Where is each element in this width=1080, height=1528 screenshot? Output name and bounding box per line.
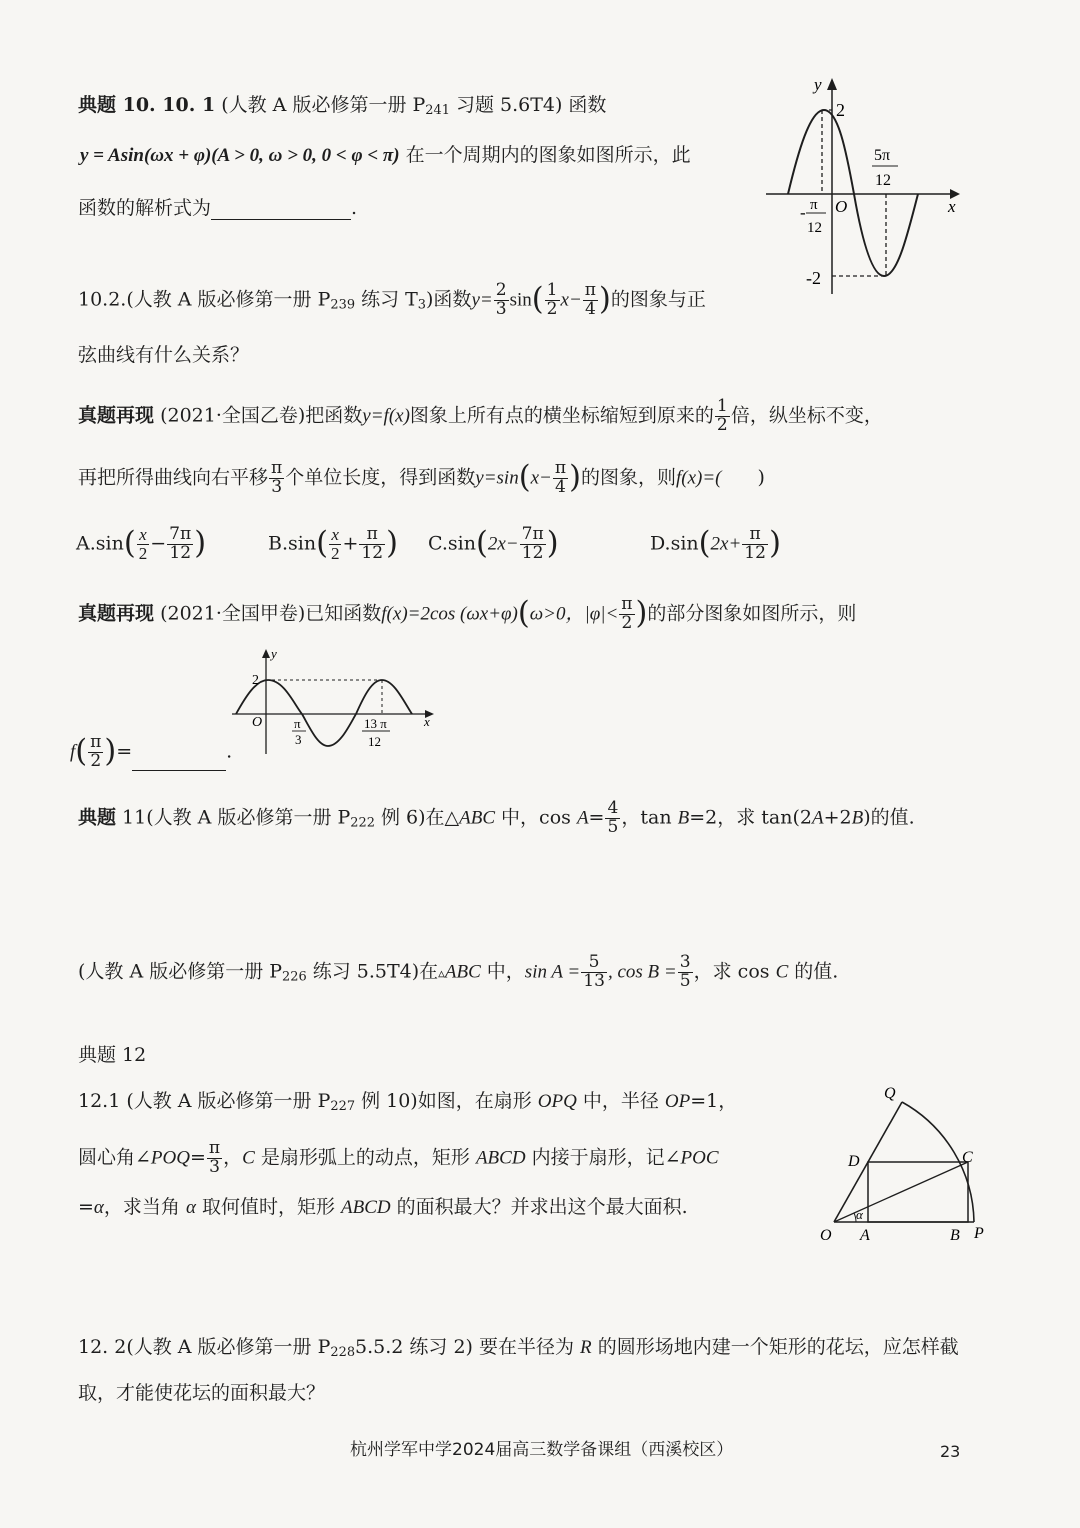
graph1-pos-tick-num: 5π [874,147,891,164]
graph1-neg-tick-den: 12 [807,220,822,236]
sector-label-o: O [820,1227,832,1244]
graph2-tick2-den: 12 [368,734,381,749]
graph2-tick1-den: 3 [295,732,302,747]
graph1-min: -2 [806,268,821,288]
graph1-neg-tick-num: π [810,197,818,213]
problem-11: 典题 11(人教 A 版必修第一册 $P_{222}$ 例 6)在△ABC 中，cos A= $\frac{4}{5}$ ，tan B=2，求 tan(2A+2B)的值. [78,798,915,837]
sector-label-c: C [962,1149,973,1166]
problem-10-2-line2: 弦曲线有什么关系？ [78,344,250,366]
problem-12-2-line1: 12. 2(人教 A 版必修第一册 $P_{228}5.5.2$ 练习 2) 要在半径为 R 的圆形场地内建一个矩形的花坛，应怎样截 [78,1336,959,1360]
graph2-origin: O [252,715,263,730]
cosine-graph-2 [228,646,442,758]
sector-label-q: Q [884,1085,896,1102]
sector-label-a: A [860,1227,870,1244]
graph2-y-label: y [271,646,277,661]
sine-curve-1 [788,110,918,276]
sector-label-b: B [950,1227,960,1244]
choice-c[interactable]: C.sin(2x− $\frac{7\pi}{12}$ ) [428,524,559,563]
real-exam-label-2: 真题再现 [78,602,155,625]
problem-12-1-line1: 12.1 (人教 A 版必修第一册 $P_{227}$ 例 10)如图，在扇形 OPQ 中，半径 OP=1， [78,1090,738,1114]
graph2-tick1-num: π [294,716,301,731]
real-exam-1-line2: 再把所得曲线向右平移 $\frac{\pi}{3}$ 个单位长度，得到函数y=sin(x− $\frac{\pi}{4}$ )的图象，则f(x)=( ) [78,458,765,497]
sector-label-p: P [974,1225,984,1242]
problem-12-1-line2: 圆心角∠POQ= $\frac{\pi}{3}$ ，C 是扇形弧上的动点，矩形 ABCD 内接于扇形，记∠POC [78,1138,719,1177]
choice-d[interactable]: D.sin(2x+ $\frac{\pi}{12}$ ) [650,524,781,563]
sector-label-alpha: α [856,1207,863,1222]
page-number: 23 [940,1442,961,1461]
problem-12-2-line2: 取，才能使花坛的面积最大？ [78,1382,326,1404]
problem-12-1-line3: =α，求当角 α 取何值时，矩形 ABCD 的面积最大？并求出这个最大面积. [78,1196,688,1218]
real-exam-2-answer: f( $\frac{\pi}{2}$ )= . [70,732,233,771]
choice-a[interactable]: A.sin( $\frac{x}{2}$ − $\frac{7\pi}{12}$ ) [76,524,207,563]
answer-blank-2[interactable] [132,747,226,771]
problem-10-1-title: 典题 10. 10. 1 [78,94,216,116]
problem-11-practice: (人教 A 版必修第一册 $P_{226}$ 练习 5.5T4)在▵ABC 中，sin A = $\frac{5}{13}$ , cos B = $\frac{3}{5}$ ，求 cos C 的值. [78,952,839,991]
function-expression: y = Asin(ωx + φ)(A > 0, ω > 0, 0 < φ < π) [80,145,400,166]
problem-10-1-line1: 典题 10. 10. 1 (人教 A 版必修第一册 $P_{241}$ 习题 5.6T4) 函数 [78,94,607,118]
graph2-tick2-num: 13 π [364,716,387,731]
sector-label-d: D [848,1153,860,1170]
real-exam-2-line1: 真题再现 (2021·全国甲卷)已知函数f(x)=2cos (ωx+φ)(ω>0，|φ|< $\frac{\pi}{2}$ )的部分图象如图所示，则 [78,594,857,633]
sector-diagram [812,1078,1002,1248]
graph2-max: 2 [252,673,259,688]
problem-12-title: 典题 12 [78,1044,147,1066]
problem-10-2-line1: 10.2.(人教 A 版必修第一册 $P_{239}$ 练习 $T_3$)函数y= $\frac{2}{3}$ sin( $\frac{1}{2}$ x− $\frac{\pi}{4}$ )的图象与正 [78,280,706,319]
sine-graph-1 [758,72,968,296]
graph1-pos-tick-den: 12 [875,172,891,189]
answer-blank[interactable] [211,196,351,220]
graph1-y-label: y [814,75,822,94]
real-exam-1-line1: 真题再现 (2021·全国乙卷)把函数y=f(x)图象上所有点的横坐标缩短到原来的 $\frac{1}{2}$ 倍，纵坐标不变， [78,396,883,435]
graph1-x-label: x [948,197,956,216]
page-footer: 杭州学军中学2024届高三数学备课组（西溪校区） [350,1440,734,1460]
choice-b[interactable]: B.sin( $\frac{x}{2}$ + $\frac{\pi}{12}$ ) [268,524,399,563]
problem-10-1-line2: y = Asin(ωx + φ)(A > 0, ω > 0, 0 < φ < π) 在一个周期内的图象如图所示，此 [80,144,691,166]
graph2-x-label: x [424,714,430,729]
problem-10-1-line3: 函数的解析式为 . [78,197,358,219]
graph1-origin: O [835,197,848,216]
real-exam-label: 真题再现 [78,404,155,427]
cosine-curve [236,680,412,746]
graph1-max: 2 [836,100,845,120]
svg-text:-: - [800,203,806,222]
